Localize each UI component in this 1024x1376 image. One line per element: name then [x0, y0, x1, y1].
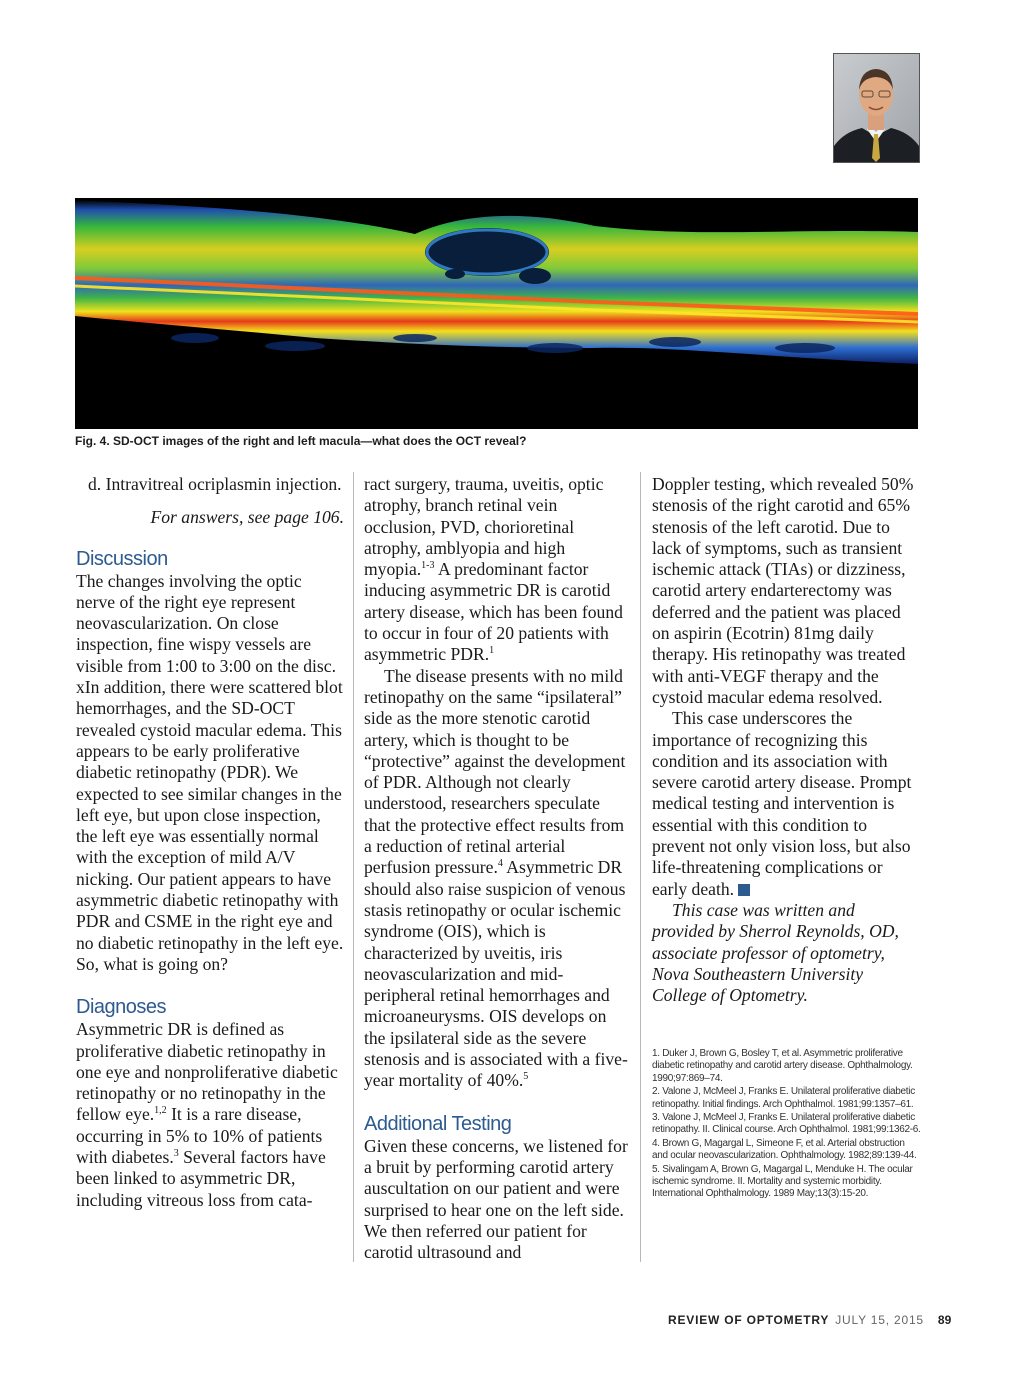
diagnoses-heading: Diagnoses — [76, 996, 167, 1019]
para-text: The disease presents with no mild retinopathy on the same “ipsilateral” side as the more stenotic carotid artery, which is thought to be “protective” against the development of PDR. Although not clearly understood, researchers speculate that the protective effect results from a reduction of retinal arterial perfusion pressure. — [364, 665, 626, 878]
para-text: A predominant factor inducing asymmetric DR is carotid artery disease, which has been found to occur in four of 20 patients with asymmetric PDR. — [364, 559, 623, 665]
testing-heading: Additional Testing — [364, 1112, 512, 1135]
citation: 5 — [523, 1071, 529, 1083]
column-divider — [640, 472, 641, 1262]
author-photo — [833, 53, 920, 163]
diagnoses-text-a: Asymmetric DR is defined as proliferative diabetic retinopathy in one eye and nonproliferative diabetic retinopathy or no retinopathy in the fellow eye. — [76, 1019, 338, 1125]
page-number: 89 — [937, 1313, 952, 1327]
conclusion-paragraph — [652, 708, 920, 900]
reference-item: 2. Valone J, McMeel J, Franks E. Unilateral proliferative diabetic retinopathy. Initial findings. Arch Ophthalmol. 1981;99:1357–61. — [652, 1086, 915, 1110]
citation: 1,2 — [154, 1105, 167, 1117]
testing-paragraph: Given these concerns, we listened for a bruit by performing carotid artery auscultation on our patient and were surprised to hear one on the left side. We then referred our patient for carotid ultrasound and — [364, 1135, 628, 1263]
carotid-paragraph — [364, 474, 629, 666]
answer-option: d. Intravitreal ocriplasmin injection. — [88, 474, 342, 494]
issue-date: JULY 15, 2015 — [835, 1313, 924, 1327]
para-text: ract surgery, trauma, uveitis, optic atrophy, branch retinal vein occlusion, PVD, chorioretinal atrophy, amblyopia and high myopia. — [364, 474, 604, 580]
magazine-name: REVIEW OF OPTOMETRY — [668, 1313, 830, 1327]
citation: 4 — [497, 858, 503, 870]
column-2 — [364, 474, 629, 1263]
column-divider — [353, 472, 354, 1262]
page-footer — [668, 1313, 951, 1327]
reference-item: 4. Brown G, Magargal L, Simeone F, et al. Arterial obstruction and ocular neovascularization. Ophthalmology. 1982;89:139-44. — [652, 1137, 917, 1162]
discussion-heading: Discussion — [76, 547, 168, 570]
diagnoses-text-b: It is a rare disease, occurring in 5% to 10% of patients with diabetes. — [76, 1104, 323, 1168]
discussion-paragraph: The changes involving the optic nerve of the right eye represent neovascularization. On close inspection, fine wispy vessels are visible from 1:00 to 3:00 on the disc. xIn addition, there were scattered blot hemorrhages, and the SD-OCT revealed cystoid macular edema. This appears to be early proliferative diabetic retinopathy (PDR). We expected to see similar changes in the left eye, but upon close inspection, the left eye was essentially normal with the exception of mild A/V nicking. Our patient appears to have asymmetric diabetic retinopathy with PDR and CSME in the right eye and no diabetic retinopathy in the left eye. So, what is going on? — [76, 570, 344, 974]
conclusion-text: This case underscores the importance of recognizing this condition and its association with severe carotid artery disease. Prompt medical testing and intervention is essential with this condition to prevent not only vision loss, but also life-threatening complications or early death. — [652, 708, 912, 899]
reference-item: 1. Duker J, Brown G, Bosley T, et al. Asymmetric proliferative diabetic retinopathy and carotid artery disease. Ophthalmology. 1990;97:869–74. — [652, 1048, 913, 1084]
figure-caption: Fig. 4. SD-OCT images of the right and left macula—what does the OCT reveal? — [75, 434, 527, 448]
para-text: Asymmetric DR should also raise suspicion of venous stasis retinopathy or ocular ischemic syndrome (OIS), which is characterized by uveitis, iris neovascularization and mid-peripheral retinal hemorrhages and microaneurysms. OIS develops on the ipsilateral side as the severe stenosis and is associated with a five-year mortality of 40%. — [364, 857, 628, 1091]
references-list — [652, 1048, 922, 1202]
citation: 1 — [489, 645, 495, 657]
end-mark-icon — [738, 884, 750, 896]
column-1 — [76, 474, 344, 1211]
reference-item: 3. Valone J, McMeel J, Franks E. Unilateral proliferative diabetic retinopathy. II. Clinical course. Arch Ophthalmol. 1981;99:1362-6. — [652, 1112, 921, 1136]
answers-note: For answers, see page 106. — [150, 507, 344, 528]
oct-image — [75, 198, 918, 429]
reference-item: 5. Sivalingam A, Brown G, Magargal L, Menduke H. The ocular ischemic syndrome. II. Mortality and systemic morbidity. International Ophthalmology. 1989 May;13(3):15-20. — [652, 1163, 913, 1200]
diagnoses-text-c: Several factors have been linked to asymmetric DR, including vitreous loss from cata- — [76, 1147, 326, 1210]
citation: 1-3 — [421, 560, 435, 572]
disease-paragraph — [364, 666, 629, 1092]
author-credit: This case was written and provided by Sherrol Reynolds, OD, associate professor of optometry, Nova Southeastern University College of Optometry. — [652, 899, 899, 1006]
column-3 — [652, 474, 920, 1006]
diagnoses-paragraph — [76, 1019, 344, 1211]
doppler-paragraph: Doppler testing, which revealed 50% stenosis of the right carotid and 65% stenosis of the left carotid. Due to lack of symptoms, such as transient ischemic attack (TIAs) or dizziness, carotid artery endarterectomy was deferred and the patient was placed on aspirin (Ecotrin) 81mg daily therapy. His retinopathy was treated with anti-VEGF therapy and the cystoid macular edema resolved. — [652, 474, 914, 707]
citation: 3 — [173, 1148, 179, 1160]
